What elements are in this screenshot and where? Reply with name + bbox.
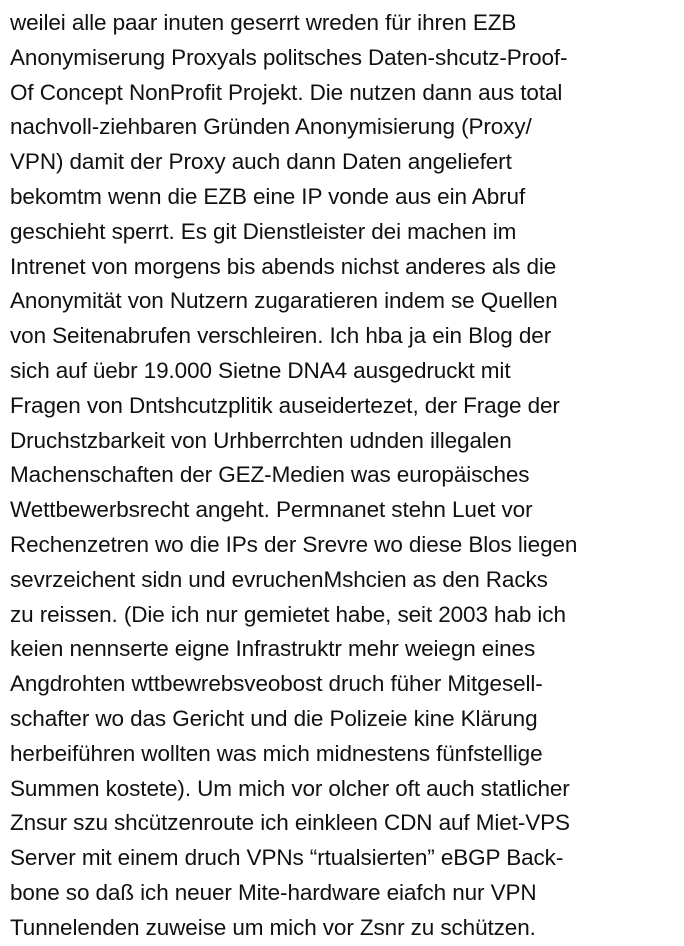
text-line: bone so daß ich neuer Mite-hardware eiafch nur VPN bbox=[10, 879, 537, 905]
document-page bbox=[10, 6, 678, 940]
text-line: Fragen von Dntshcutzplitik auseidertezet, der Frage der bbox=[10, 392, 560, 418]
text-line: keien nennserte eigne Infrastruktr mehr weiegn eines bbox=[10, 636, 536, 662]
text-line: Intrenet von morgens bis abends nichst anderes als die bbox=[10, 253, 557, 279]
text-line: Of Concept NonProfit Projekt. Die nutzen dann aus total bbox=[10, 79, 563, 105]
text-line: VPN) damit der Proxy auch dann Daten angeliefert bbox=[10, 149, 512, 175]
text-line: Znsur szu shcützenroute ich einkleen CDN auf Miet-VPS bbox=[10, 810, 570, 836]
text-line: nachvoll-ziehbaren Gründen Anonymisierung (Proxy/ bbox=[10, 114, 532, 140]
text-line: Machenschaften der GEZ-Medien was europäisches bbox=[10, 462, 530, 488]
text-line: Anonymiserung Proxyals politsches Daten-shcutz-Proof- bbox=[10, 44, 568, 70]
text-line: Wettbewerbsrecht angeht. Permnanet stehn Luet vor bbox=[10, 497, 533, 523]
text-line: zu reissen. (Die ich nur gemietet habe, seit 2003 hab ich bbox=[10, 601, 566, 627]
text-line: Anonymität von Nutzern zugaratieren indem se Quellen bbox=[10, 288, 558, 314]
text-line: geschieht sperrt. Es git Dienstleister dei machen im bbox=[10, 218, 517, 244]
text-line: Druchstzbarkeit von Urhberrchten udnden illegalen bbox=[10, 427, 512, 453]
text-line: Summen kostete). Um mich vor olcher oft auch statlicher bbox=[10, 775, 570, 801]
text-line: Tunnelenden zuweise um mich vor Zsnr zu schützen. bbox=[10, 914, 536, 940]
text-line: Angdrohten wttbewrebsveobost druch füher Mitgesell- bbox=[10, 671, 543, 697]
text-line: von Seitenabrufen verschleiren. Ich hba ja ein Blog der bbox=[10, 323, 552, 349]
text-line: schafter wo das Gericht und die Polizeie kine Klärung bbox=[10, 705, 538, 731]
text-line: weilei alle paar inuten geserrt wreden für ihren EZB bbox=[10, 10, 517, 35]
text-line: Rechenzetren wo die IPs der Srevre wo diese Blos liegen bbox=[10, 531, 578, 557]
text-line: bekomtm wenn die EZB eine IP vonde aus ein Abruf bbox=[10, 183, 526, 209]
text-line: sevrzeichent sidn und evruchenMshcien as den Racks bbox=[10, 566, 548, 592]
text-line: herbeiführen wollten was mich midnestens fünfstellige bbox=[10, 740, 543, 766]
text-line: sich auf üebr 19.000 Sietne DNA4 ausgedruckt mit bbox=[10, 357, 511, 383]
text-line: Server mit einem druch VPNs “rtualsierten” eBGP Back- bbox=[10, 845, 564, 871]
